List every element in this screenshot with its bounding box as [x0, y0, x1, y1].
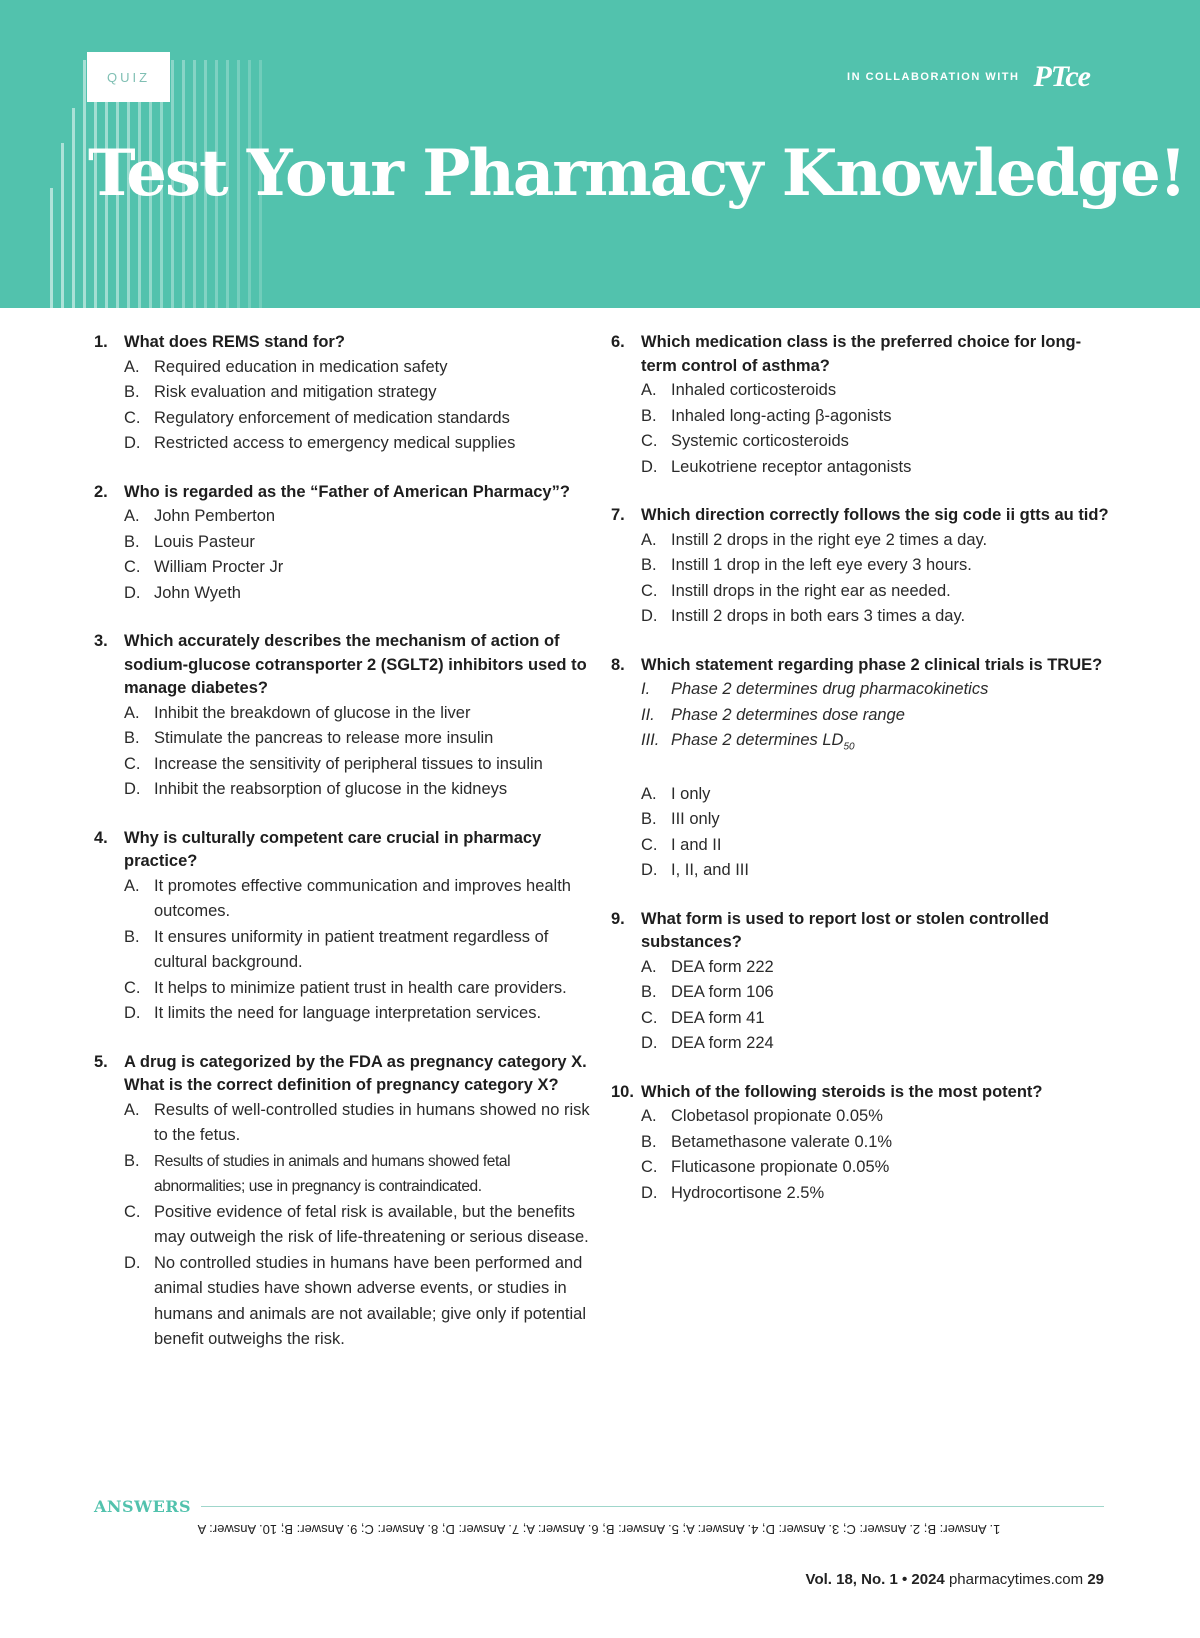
question-number: 5. — [94, 1052, 108, 1071]
question-text: What form is used to report lost or stolen controlled substances? — [641, 909, 1049, 952]
answer-option — [641, 579, 1111, 605]
option-text: Increase the sensitivity of peripheral tissues to insulin — [154, 754, 543, 773]
answers-divider — [201, 1506, 1104, 1507]
option-letter: D. — [124, 434, 141, 452]
question-text: Which direction correctly follows the sig code ii gtts au tid? — [641, 506, 1109, 524]
answers-key: 1. Answer: B; 2. Answer: C; 3. Answer: D; 4. Answer: A; 5. Answer: B; 6. Answer: A; 7. Answer: D; 8. Answer: C; 9. Answer: B; 10. Answer: A — [197, 1522, 1001, 1537]
option-letter: C. — [124, 558, 141, 576]
statement-item — [641, 677, 1111, 703]
option-text: William Procter Jr — [154, 558, 284, 576]
answer-option — [641, 782, 1111, 808]
statement-text — [671, 728, 855, 760]
answer-options — [124, 701, 599, 803]
option-letter: D. — [124, 583, 141, 602]
statement-text-main: Phase 2 determines drug pharmacokinetics — [671, 680, 989, 698]
answer-option — [124, 701, 599, 727]
answer-option — [641, 1104, 1111, 1130]
option-letter: B. — [641, 983, 657, 1002]
answer-options — [124, 504, 599, 606]
option-text: DEA form 224 — [671, 1034, 774, 1053]
page-title: Test Your Pharmacy Knowledge! — [88, 136, 1185, 211]
option-text: John Wyeth — [154, 583, 241, 602]
option-text: It ensures uniformity in patient treatment regardless of cultural background. — [154, 927, 549, 971]
option-letter: C. — [641, 1158, 658, 1177]
option-letter: B. — [124, 532, 140, 551]
questions-right-column — [611, 331, 1111, 1230]
option-text: John Pemberton — [154, 507, 276, 525]
answer-option — [641, 980, 1111, 1006]
option-letter: A. — [641, 381, 657, 399]
page-footer — [806, 1571, 1104, 1588]
answer-option — [124, 752, 599, 778]
option-text: DEA form 106 — [671, 983, 774, 1002]
option-text: Instill drops in the right ear as needed. — [671, 581, 951, 600]
statement-item — [641, 703, 1111, 729]
answer-option — [124, 555, 599, 581]
option-letter: D. — [641, 1034, 658, 1053]
collaboration-credit — [847, 60, 1090, 94]
answer-option — [641, 455, 1111, 481]
option-text: Inhaled long-acting β-agonists — [671, 406, 892, 425]
answer-option — [124, 581, 599, 607]
question-number: 2. — [94, 482, 108, 501]
option-text: Required education in medication safety — [154, 357, 448, 376]
option-letter: B. — [124, 1151, 140, 1170]
answer-option — [641, 1155, 1111, 1181]
option-letter: C. — [641, 835, 658, 854]
option-letter: B. — [124, 927, 140, 946]
answer-option — [124, 530, 599, 556]
answer-option — [641, 604, 1111, 630]
option-text: Inhibit the breakdown of glucose in the liver — [154, 703, 471, 722]
answers-label: ANSWERS — [94, 1497, 192, 1516]
question-number: 3. — [94, 632, 108, 650]
option-text: Betamethasone valerate 0.1% — [671, 1132, 893, 1151]
answer-option — [124, 504, 599, 530]
quiz-question — [611, 908, 1111, 1057]
site-name: pharmacytimes.com — [948, 1571, 1084, 1588]
answer-option — [124, 1001, 599, 1027]
answer-option — [124, 380, 599, 406]
question-number: 6. — [611, 333, 625, 351]
option-text: Stimulate the pancreas to release more insulin — [154, 729, 494, 747]
answer-option — [124, 1251, 599, 1353]
option-text: III only — [671, 810, 720, 829]
option-letter: D. — [124, 1004, 141, 1022]
issue-info: Vol. 18, No. 1 • 2024 — [805, 1571, 945, 1588]
question-number: 8. — [611, 655, 625, 674]
option-letter: D. — [641, 1183, 658, 1202]
option-letter: A. — [124, 1100, 140, 1119]
question-heading — [611, 908, 1111, 955]
quiz-question — [94, 630, 599, 803]
statement-numeral: I. — [641, 680, 651, 698]
question-heading — [611, 1081, 1111, 1105]
option-text: Instill 2 drops in both ears 3 times a day. — [671, 607, 966, 625]
answer-option — [124, 925, 599, 976]
answer-options — [641, 955, 1111, 1057]
question-number: 10. — [611, 1082, 634, 1101]
collab-label: IN COLLABORATION WITH — [847, 71, 1020, 83]
option-text: It limits the need for language interpretation services. — [154, 1004, 542, 1022]
answer-options — [124, 1098, 599, 1353]
option-letter: B. — [124, 383, 140, 401]
option-letter: C. — [124, 978, 141, 997]
option-text: Risk evaluation and mitigation strategy — [154, 383, 437, 401]
option-letter: C. — [641, 432, 658, 450]
option-letter: A. — [124, 876, 140, 895]
option-text: Inhaled corticosteroids — [671, 381, 837, 399]
option-text: Results of studies in animals and humans showed fetal abnormalities; use in pregnancy is contraindicated. — [154, 1152, 511, 1195]
answer-option — [124, 431, 599, 457]
answer-option — [641, 1006, 1111, 1032]
option-text: Inhibit the reabsorption of glucose in the kidneys — [154, 780, 508, 798]
option-letter: A. — [641, 957, 657, 976]
statement-subscript: 50 — [843, 741, 855, 753]
answer-options — [124, 874, 599, 1027]
option-letter: A. — [641, 1107, 657, 1126]
option-text: Fluticasone propionate 0.05% — [671, 1158, 890, 1177]
option-text: Results of well-controlled studies in humans showed no risk to the fetus. — [154, 1100, 590, 1144]
quiz-question — [611, 654, 1111, 884]
question-number: 7. — [611, 506, 625, 524]
statement-text-main: Phase 2 determines dose range — [671, 705, 905, 724]
quiz-question — [611, 504, 1111, 630]
option-text: Leukotriene receptor antagonists — [671, 457, 912, 476]
answer-option — [124, 874, 599, 925]
quiz-question — [611, 331, 1111, 480]
option-letter: D. — [641, 457, 658, 476]
answer-option — [641, 807, 1111, 833]
option-letter: C. — [124, 1202, 141, 1221]
quiz-question — [94, 481, 599, 607]
question-heading — [94, 827, 599, 874]
header-banner — [0, 0, 1200, 308]
answer-option — [641, 429, 1111, 455]
quiz-tag: QUIZ — [87, 52, 170, 102]
answer-option — [124, 726, 599, 752]
quiz-question — [94, 331, 599, 457]
answer-option — [124, 777, 599, 803]
quiz-question — [94, 1051, 599, 1353]
answer-options — [641, 1104, 1111, 1206]
option-letter: A. — [641, 784, 657, 803]
quiz-question — [94, 827, 599, 1027]
question-text: Which of the following steroids is the most potent? — [641, 1082, 1043, 1101]
option-letter: B. — [641, 556, 657, 574]
statement-item — [641, 728, 1111, 760]
answer-option — [641, 1130, 1111, 1156]
option-text: No controlled studies in humans have been performed and animal studies have shown adverse events, or studies in humans and animals are not available; give only if potential benefit outweighs the risk. — [154, 1253, 587, 1348]
decorative-stripe — [50, 188, 53, 308]
option-text: Instill 1 drop in the left eye every 3 hours. — [671, 556, 972, 574]
decorative-stripe — [83, 60, 86, 308]
option-letter: C. — [641, 581, 658, 600]
question-heading — [611, 331, 1111, 378]
option-letter: D. — [641, 861, 658, 880]
answer-options — [641, 378, 1111, 480]
option-text: It helps to minimize patient trust in health care providers. — [154, 978, 567, 997]
option-text: I and II — [671, 835, 722, 854]
answers-header — [94, 1497, 1104, 1516]
option-letter: A. — [124, 357, 140, 376]
page-number: 29 — [1087, 1571, 1104, 1588]
option-letter: C. — [124, 754, 141, 773]
answer-option — [641, 404, 1111, 430]
answer-option — [641, 955, 1111, 981]
answer-option — [641, 1031, 1111, 1057]
option-text: I only — [671, 784, 711, 803]
statement-text-main: Phase 2 determines LD — [671, 731, 844, 749]
statement-numeral: III. — [641, 731, 660, 749]
statement-text — [671, 677, 988, 703]
questions-left-column — [94, 331, 599, 1377]
option-text: It promotes effective communication and improves health outcomes. — [154, 876, 571, 920]
ptce-logo: PTce — [1033, 60, 1090, 93]
question-text: Which medication class is the preferred choice for long-term control of asthma? — [641, 333, 1082, 375]
question-text: Who is regarded as the “Father of American Pharmacy”? — [124, 482, 570, 501]
answer-option — [641, 553, 1111, 579]
option-text: Regulatory enforcement of medication standards — [154, 408, 510, 427]
option-letter: D. — [124, 780, 141, 798]
option-text: I, II, and III — [671, 861, 749, 880]
answer-option — [124, 1200, 599, 1251]
question-text: Why is culturally competent care crucial in pharmacy practice? — [124, 828, 542, 870]
option-text: Instill 2 drops in the right eye 2 times a day. — [671, 530, 988, 549]
option-text: Restricted access to emergency medical supplies — [154, 434, 516, 452]
answer-option — [641, 1181, 1111, 1207]
option-text: DEA form 41 — [671, 1008, 765, 1027]
option-text: Hydrocortisone 2.5% — [671, 1183, 825, 1202]
option-text: DEA form 222 — [671, 957, 774, 976]
answer-option — [124, 406, 599, 432]
answer-option — [124, 355, 599, 381]
answer-option — [124, 1098, 599, 1149]
question-text: Which accurately describes the mechanism of action of sodium-glucose cotransporter 2 (SGLT2) inhibitors used to manage diabetes? — [124, 632, 587, 697]
option-letter: D. — [641, 607, 658, 625]
option-letter: B. — [641, 1132, 657, 1151]
answer-option — [124, 976, 599, 1002]
answer-option — [641, 858, 1111, 884]
answer-option — [124, 1149, 599, 1200]
question-heading — [94, 630, 599, 701]
statement-text — [671, 703, 905, 729]
answer-options — [124, 355, 599, 457]
question-heading — [94, 331, 599, 355]
option-letter: B. — [124, 729, 140, 747]
answer-options — [641, 528, 1111, 630]
question-heading — [611, 504, 1111, 528]
question-text: A drug is categorized by the FDA as pregnancy category X. What is the correct definition of pregnancy category X? — [124, 1052, 587, 1094]
option-text: Positive evidence of fetal risk is available, but the benefits may outweigh the risk of life-threatening or serious disease. — [154, 1202, 589, 1246]
question-heading — [611, 654, 1111, 678]
question-number: 1. — [94, 333, 108, 351]
statement-list — [641, 677, 1111, 760]
option-text: Systemic corticosteroids — [671, 432, 849, 450]
option-text: Clobetasol propionate 0.05% — [671, 1107, 883, 1126]
quiz-question — [611, 1081, 1111, 1207]
decorative-stripe — [61, 143, 64, 308]
question-text: What does REMS stand for? — [124, 333, 345, 351]
option-letter: A. — [124, 703, 140, 722]
statement-numeral: II. — [641, 705, 655, 724]
option-letter: A. — [124, 507, 140, 525]
question-number: 9. — [611, 909, 625, 928]
option-letter: B. — [641, 810, 657, 829]
question-text: Which statement regarding phase 2 clinical trials is TRUE? — [641, 655, 1103, 674]
question-heading — [94, 1051, 599, 1098]
option-text: Louis Pasteur — [154, 532, 255, 551]
option-letter: D. — [124, 1253, 141, 1272]
decorative-stripe — [72, 108, 75, 308]
answer-option — [641, 378, 1111, 404]
answer-option — [641, 528, 1111, 554]
answer-option — [641, 833, 1111, 859]
answer-options — [641, 782, 1111, 884]
option-letter: A. — [641, 530, 657, 549]
option-letter: C. — [641, 1008, 658, 1027]
question-heading — [94, 481, 599, 505]
option-letter: C. — [124, 408, 141, 427]
question-number: 4. — [94, 828, 108, 847]
option-letter: B. — [641, 406, 657, 425]
